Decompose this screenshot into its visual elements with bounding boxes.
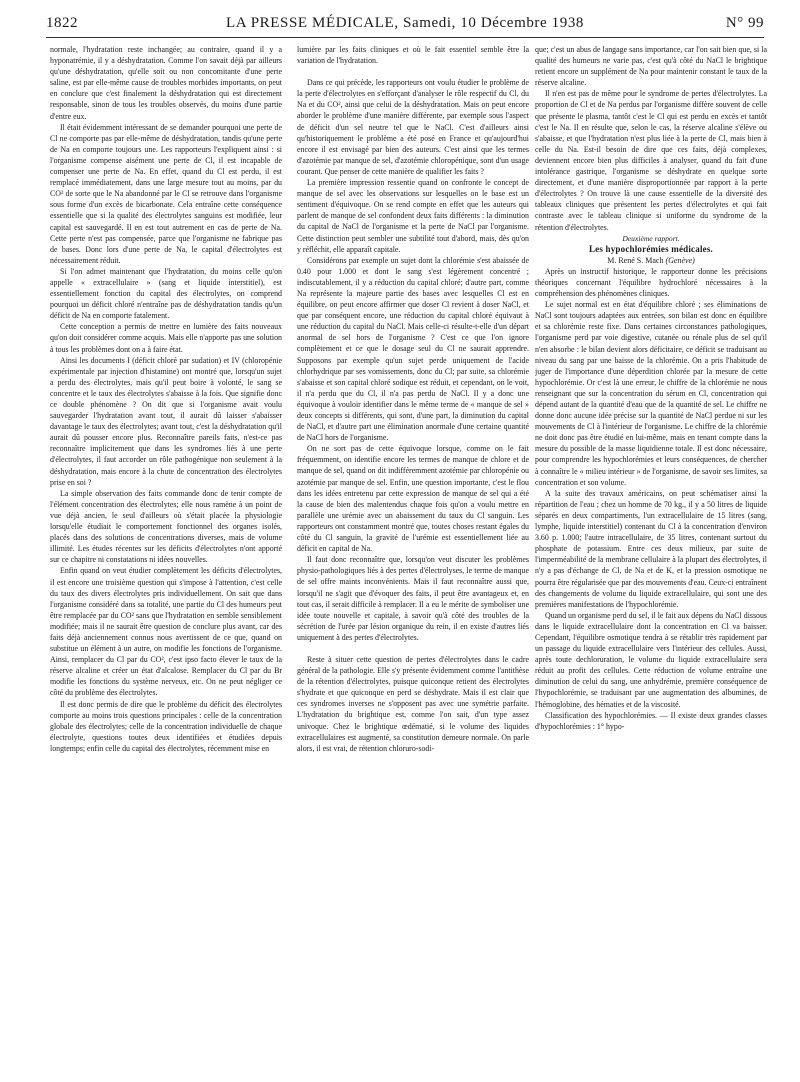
paragraph: Il faut donc reconnaître que, lorsqu'on veut discuter les problèmes physio-pathologiques liés à des pertes d'électrolyses, le terme de manque de sel offre maints inconvénients. Mais il faut reconnaître aussi que, lorsqu'il ne s'agit que d'évoquer des faits, il peut être avantageux et, en tout cas, il serait difficile à remplacer. Il a eu le mérite de symboliser une idée toute nouvelle et capitale, à savoir qu'à côté des troubles de la sécrétion de l'urée par lésion organique du rein, il en existe d'autres liés uniquement à des pertes d'électrolytes.: [297, 555, 529, 642]
paragraph: Dans ce qui précède, les rapporteurs ont voulu étudier le problème de la perte d'électrolytes en s'efforçant d'analyser le rôle respectif du Cl, du Na et du CO², ainsi que celui de la déshydratation. Mais on peut encore aborder le problème d'une manière différente, par exemple sous l'aspect de déficit d'un sel neutre tel que le NaCl. C'est d'ailleurs ainsi qu'historiquement le problème a été posé en France et qu'aujourd'hui encore il est envisagé par bien des auteurs. C'est ainsi que les termes d'azotémie par manque de sel, d'azotémie chloropénique, sont d'un usage courant. Que penser de cette manière de qualifier les faits ?: [297, 78, 529, 176]
paragraph: Reste à situer cette question de pertes d'électrolytes dans le cadre général de la pathologie. Elle s'y présente évidemment comme l'antithèse de la rétention d'électrolytes, puisque quiconque retient des électrolytes s'hydrate et que quiconque en perd se déshydrate. Mais il est clair que ces syndromes inverses ne s'opposent pas avec une symétrie parfaite. L'hydratation du brightique est, comme l'on sait, d'un type assez univoque. Chez le brightique œdématié, si le volume des liquides extracellulaires est augmenté, sa constitution demeure normale. On parle alors, il est vrai, de rétention chloruro-sodi-: [297, 654, 529, 753]
paragraph: Il est donc permis de dire que le problème du déficit des électrolytes comporte au moins trois questions principales : celle de la concentration globale des électrolytes; celle de la concentration individuelle de chaque électrolyte, questions toutes deux identifiées et étudiées depuis longtemps; enfin celle du capital des électrolytes, récemment mise en: [50, 699, 282, 753]
paragraph: Si l'on admet maintenant que l'hydratation, du moins celle qu'on appelle « extracellulaire » (sang et liquide interstitiel), est essentiellement fonction du capital des électrolytes, on comprend pourquoi un déficit chloré n'entraîne pas de déshydratation tandis qu'un déficit de Na en comporte fatalement.: [50, 266, 282, 321]
page-header: [46, 13, 764, 37]
paragraph: Classification des hypochlorémies. — Il existe deux grandes classes d'hypochlorémies : 1° hypo-: [535, 710, 767, 731]
text-column-1: [50, 44, 282, 1080]
section-author-line: [535, 255, 767, 266]
paragraph: lumière par les faits cliniques et où le fait essentiel semble être la variation de l'hydratation.: [297, 45, 529, 66]
paragraph: On ne sort pas de cette équivoque lorsque, comme on le fait fréquemment, on identifie encore les termes de manque de chlore et de manque de sel, quand on dit indifféremment azotémie par chloropénie ou azotémie par manque de sel. Enfin, une question importante, c'est le flou dans les idées entretenu par cette expression de manque de sel qui a été la cause de bien des malentendus chaque fois qu'on a voulu mettre en parallèle une urémie avec un abaissement du taux du Cl sanguin. Les rapporteurs ont constamment montré que, toutes choses restant égales du côté du Cl sanguin, la gravité de l'urémie est essentiellement liée au déficit en capital de Na.: [297, 444, 529, 554]
header-rule: [46, 37, 764, 38]
author-name: M. René S. Mach: [607, 255, 664, 265]
paragraph: Après un instructif historique, le rapporteur donne les précisions théoriques concernant l'équilibre hydrochloré nécessaires à la compréhension des phénomènes cliniques.: [535, 266, 767, 299]
paragraph: La première impression ressentie quand on confronte le concept de manque de sel avec les observations sur lesquelles on le base est un sentiment d'équivoque. On se rend compte en effet que les auteurs qui parlent de manque de sel confondent deux faits différents : la diminution du capital de NaCl de l'organisme et la perte de NaCl par l'organisme. Cette distinction peut sembler une subtilité tout d'abord, mais, dès qu'on y réfléchit, elle apparaît capitale.: [297, 178, 529, 254]
paragraph: que; c'est un abus de langage sans importance, car l'on sait bien que, si la qualité des humeurs ne varie pas, c'est qu'à côté du NaCl le brightique retient encore un supplément de Na pour maintenir constant le taux de la réserve alcaline.: [535, 45, 767, 88]
paragraph: Ainsi les documents I (déficit chloré par sudation) et IV (chloropénie expérimentale par injection d'histamine) ont montré que, lorsqu'un sujet a perdu des électrolytes, mais qu'il peut boire à volonté, le sang se concentre et le taux des électrolytes s'abaisse à la fois. Que signifie donc ce double phénomène ? On dit que si l'organisme avait voulu sauvegarder l'hydratation avant tout, il aurait dû laisser s'abaisser davantage le taux des électrolytes; avant tout, c'est la déshydratation qu'il aurait dû pousser encore plus. Reconnaître pareils faits, n'est-ce pas reconnaître implicitement que dans les syndromes liés à une perte d'électrolytes, il faut accorder un rôle pathogénique non seulement à la déshydratation, mais encore à la chute de concentration des électrolytes prise en soi ?: [50, 355, 282, 487]
text-column-3: [535, 44, 767, 1080]
paragraph: La simple observation des faits commande donc de tenir compte de l'élément concentration des électrolytes; elle nous ramène à un point de vue déjà ancien, le seul d'ailleurs où s'était placée la physiologie lorsqu'elle étudiait le comportement fonctionnel des organes isolés, placés dans des solutions de concentrations diverses, mais de volume illimité. Les études récentes sur les déficits d'électrolytes n'ont apporté sur ce chapitre ni constatations ni idées nouvelles.: [50, 488, 282, 565]
paragraph: Considérons par exemple un sujet dont la chlorémie s'est abaissée de 0.40 pour 1.000 et dont le sang s'est légèrement concentré ; indiscutablement, il y a réduction du capital chloré; d'autre part, comme Na représente la majeure partie des bases avec lesquelles Cl est en équilibre, on peut encore affirmer que doser Cl revient à doser NaCl, et que par conséquent encore, une réduction du capital chloré équivaut à une réduction du capital du NaCl. Mais celle-ci résulte-t-elle d'un départ anormal de sel hors de l'organisme ? C'est ce que l'on ignore complètement et ce que le dosage seul du Cl ne saurait apprendre. Supposons par exemple qu'un sujet perde uniquement de l'acide chlorhydrique par ses vomissements, donc du Cl; par suite, sa chlorémie s'abaisse et son capital chloré sodique est réduit, et cependant, on le voit, il n'a perdu que du Cl, il n'a pas perdu de NaCl. Il y a donc une équivoque à vouloir identifier dans le même terme de « manque de sel » deux concepts si différents, qui sont, d'une part, la diminution du capital de NaCl, et d'autre part une élimination anormale d'une certaine quantité de NaCl hors de l'organisme.: [297, 255, 529, 443]
paragraph: Il était évidemment intéressant de se demander pourquoi une perte de Cl ne comporte pas par elle-même de déshydratation, tandis qu'une perte de Na en comporte toujours une. Les rapporteurs l'expliquent ainsi : si l'organisme compense aisément une perte de Cl, il est incapable de compenser une perte de Na. En effet, quand du Cl est perdu, il est remplacé immédiatement, dans une large mesure tout au moins, par du CO² de sorte que le Na abandonné par le Cl se retrouve dans l'organisme sous forme d'un excès de bicarbonate. Cela entraîne cette conséquence essentielle que si la qualité des électrolytes sanguins est modifiée, leur capital est sauvegardé. Il en est tout autrement en cas de perte de Na. Cette perte n'est pas compensée, parce que l'organisme ne fabrique pas de bases. Donc lors d'une perte de Na, le capital d'électrolytes est nécessairement réduit.: [50, 122, 282, 265]
paragraph: normale, l'hydratation reste inchangée; au contraire, quand il y a hyponatrémie, il y a déshydratation. Comme l'on savait déjà par ailleurs qu'une déshydratation, qu'elle soit ou non concomitante d'une perte saline, est par elle-même cause de troubles morbides importants, on peut en conclure que c'est finalement la déshydratation qui est directement responsable, sinon de tous les troubles observés, du moins d'une partie d'entre eux.: [50, 45, 282, 121]
paragraph: Cette conception a permis de mettre en lumière des faits nouveaux qu'on doit considérer comme acquis. Mais elle n'apporte pas une solution à tous les problèmes dont on a à faire état.: [50, 322, 282, 354]
section-kicker: Deuxième rapport.: [622, 233, 680, 243]
author-affiliation: (Genève): [665, 255, 695, 265]
journal-title: LA PRESSE MÉDICALE, Samedi, 10 Décembre 1938: [226, 15, 585, 31]
paragraph: Le sujet normal est en état d'équilibre chloré ; ses éliminations de NaCl sont toujours adaptées aux entrées, son bilan est donc en équilibre et sa chlorémie reste fixe. Dans certaines circonstances pathologiques, l'organisme perd par voie digestive, cutanée ou rénale plus de sel qu'il n'en absorbe : le bilan devient alors déficitaire, ce déficit se traduisant au niveau du sang par une baisse de la chlorémie. On a pris l'habitude de juger de l'importance d'une déperdition chlorée par la mesure de cette hypochlorémie. Or c'est là une erreur, le chiffre de la chlorémie ne nous renseignant que sur la concentration du sérum en Cl, concentration qui dépend autant de la quantité d'eau que de la quantité de sel. Le chiffre ne donne donc aucune idée précise sur la quantité de NaCl perdue ni sur les mouvements de Cl à l'intérieur de l'organisme. Le chiffre de la chlorémie ne doit donc pas être étudié en lui-même, mais en tenant compte dans la mesure du possible de la masse liquidienne totale. Il est donc nécessaire, pour comprendre les hypochlorémies et leurs conséquences, de chercher à connaître le « milieu intérieur » de l'organisme, de savoir ses limites, sa concentration et son volume.: [535, 300, 767, 487]
paragraph: A la suite des travaux américains, on peut schématiser ainsi la répartition de l'eau ; chez un homme de 70 kg., il y a 50 litres de liquide séparés en deux compartiments, l'un extracellulaire de 15 litres (sang, lymphe, liquide interstitiel) contenant du Cl à la concentration d'environ 3.60 p. 1.000; l'autre intracellulaire, de 35 litres, contenant surtout du phosphate de potassium. Entre ces deux milieux, par suite de l'imperméabilité de la membrane cellulaire à la plupart des électrolytes, il n'y a pas d'échange de Cl, de Na et de K, et la pression osmotique ne pourra être régularisée que par des mouvements d'eau. Ceux-ci entraînent des changements de volume du liquide extracellulaire, qui sont une des premières manifestations de l'hypochlorémie.: [535, 488, 767, 609]
page-number: 1822: [46, 15, 78, 31]
issue-number: N° 99: [725, 15, 764, 31]
paragraph: Quand un organisme perd du sel, il le fait aux dépens du NaCl dissous dans le liquide extracellulaire dont la concentration en Cl va baisser. Cependant, l'équilibre osmotique tendra à se rétablir très rapidement par un passage du liquide extracellulaire vers l'intérieur des cellules. Aussi, après toute dechloruration, le volume du liquide extracellulaire sera réduit au profit des cellules. Cette réduction de volume entraîne une diminution de celui du sang, une anhydrémie, première conséquence de l'hypochlorémie, se traduisant par une augmentation des albumines, de l'hémoglobine, des hématies et de la viscosité.: [535, 610, 767, 709]
paragraph: Il n'en est pas de même pour le syndrome de pertes d'électrolytes. La proportion de Cl et de Na perdus par l'organisme diffère souvent de celle que présente le plasma, tantôt c'est le Cl qui est perdu en excès et tantôt c'est le Na. Il en résulte que, selon le cas, la réserve alcaline s'élève ou s'abaisse, et que l'hydratation n'est plus liée à la perte de Cl, mais bien à celle du Na. Est-il besoin de dire que ces faits, déjà complexes, deviennent encore bien plus difficiles à analyser, quand du fait d'une intolérance gastrique, l'organisme se déshydrate en quelque sorte directement, et d'une manière disproportionnée par rapport à la perte d'électrolytes ? On trouve là une cause essentielle de la diversité des tableaux cliniques que présentent les pertes d'électrolytes et qui fait contraste avec le tableau clinique si uniforme du syndrome de la rétention d'électrolytes.: [535, 89, 767, 232]
section-title: Les hypochlorémies médicales.: [588, 243, 714, 254]
text-column-2: [297, 44, 529, 1080]
paragraph: Enfin quand on veut étudier complètement les déficits d'électrolytes, il est encore une troisième question qui s'impose à l'attention, c'est celle du taux des divers électrolytes pris individuellement. On sait que dans l'organisme considéré dans sa totalité, une partie du Cl des humeurs peut être remplacée par du CO² sans que l'hydratation en semble sensiblement modifiée; mais il ne saurait être question de conclure plus avant, car des faits déjà anciennement connus nous avertissent de ce que, quand on substitue un élément à un autre, on modifie les fonctions de l'organisme. Ainsi, remplacer du Cl par du CO², c'est ipso facto élever le taux de la réserve alcaline et créer un état d'alcalose. Remplacer du Cl par du Br modifie les fonctions du système nerveux, etc. On ne peut négliger ce côté du problème des électrolytes.: [50, 566, 282, 698]
